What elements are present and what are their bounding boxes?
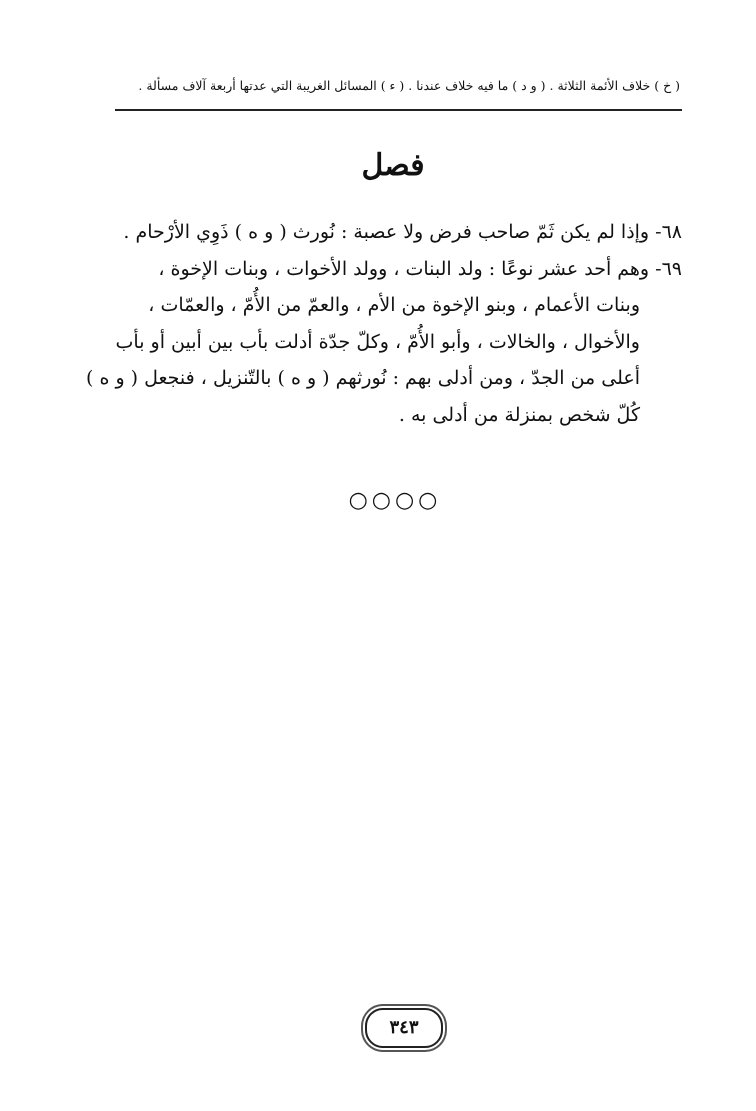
section-end-ornament: ○○○○ [348, 488, 442, 513]
paragraph-69-line-3: والأخوال ، والخالات ، وأبو الأُمّ ، وكلّ جدّة أدلت بأب بين أبين أو بأب [115, 330, 640, 353]
section-title: فصل [361, 148, 425, 183]
running-header: ( خ ) خلاف الأئمة الثلاثة . ( و د ) ما فيه خلاف عندنا . ( ء ) المسائل الغريبة التي عدتها أربعة آلاف مسألة . [138, 78, 680, 93]
paragraph-69-line-4: أعلى من الجدّ ، ومن أدلى بهم : نُورثهم ( و ه ) بالتّنزيل ، فنجعل ( و ه ) [86, 367, 640, 389]
paragraph-69-line-5: كُلّ شخص بمنزلة من أدلى به . [398, 403, 640, 426]
header-divider [115, 109, 682, 111]
paragraph-68-line-1: ٦٨- وإذا لم يكن ثَمّ صاحب فرض ولا عصبة : نُورث ( و ه ) ذَوِي الأرْحام . [123, 221, 682, 243]
paragraph-69-line-2: وبنات الأعمام ، وبنو الإخوة من الأم ، والعمّ من الأُمّ ، والعمّات ، [148, 294, 640, 316]
page-number-badge: ٣٤٣ [365, 1008, 443, 1048]
body-text [86, 214, 682, 433]
paragraph-69-line-1: ٦٩- وهم أحد عشر نوعًا : ولد البنات ، وولد الأخوات ، وبنات الإخوة ، [158, 257, 682, 280]
